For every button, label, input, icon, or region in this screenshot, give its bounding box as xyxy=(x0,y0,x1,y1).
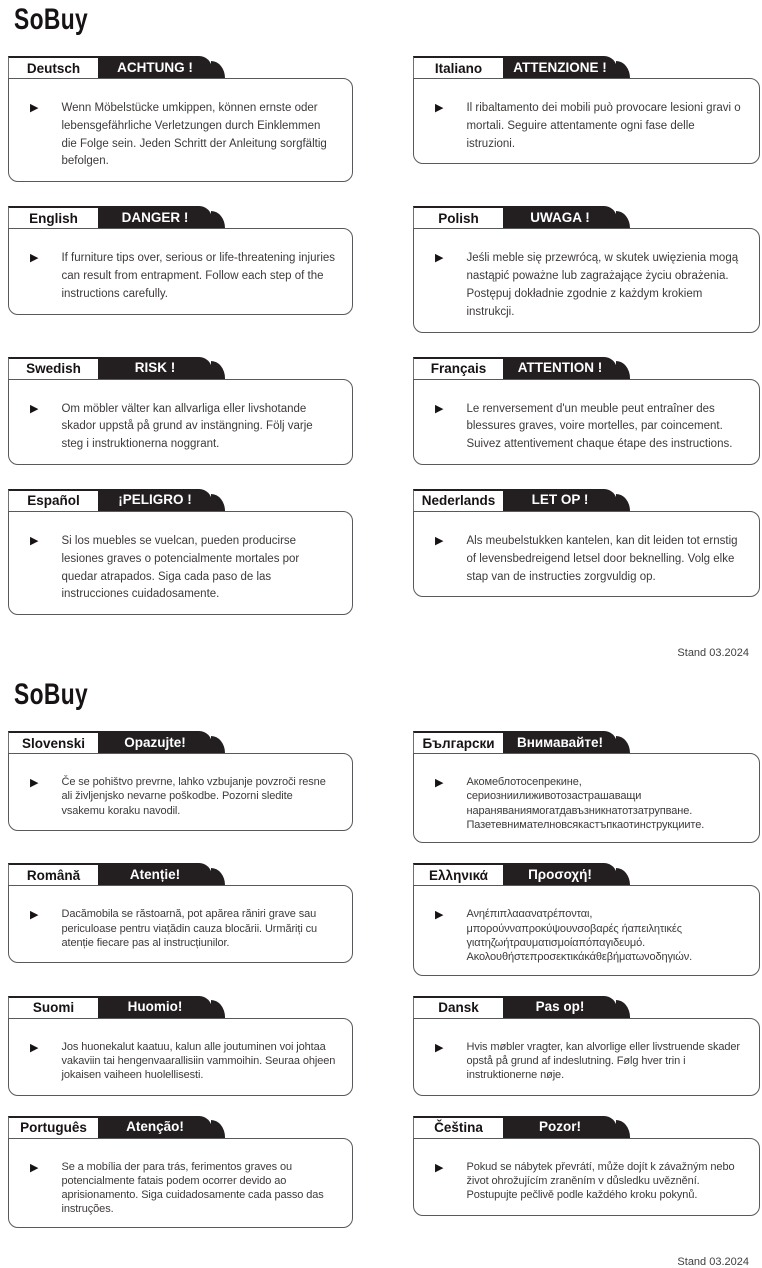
language-tab xyxy=(8,357,98,379)
card-body xyxy=(8,228,353,314)
warning-card-espanol xyxy=(8,489,353,615)
card-body xyxy=(8,885,353,963)
card-header xyxy=(413,357,760,379)
triangle-bullet-icon: ▶ xyxy=(435,402,444,415)
warning-card-italiano xyxy=(413,56,760,182)
language-label: English xyxy=(29,210,78,226)
card-body xyxy=(413,511,760,597)
language-label: Dansk xyxy=(438,1000,479,1016)
language-label: Português xyxy=(20,1120,87,1136)
language-label: Italiano xyxy=(434,60,483,76)
triangle-bullet-icon: ▶ xyxy=(30,1041,39,1054)
warning-card-polish xyxy=(413,206,760,332)
alert-tab xyxy=(98,1116,212,1138)
card-body xyxy=(8,379,353,465)
alert-tab xyxy=(98,206,212,228)
alert-label: Atenção! xyxy=(126,1119,184,1135)
alert-tab xyxy=(503,489,617,511)
alert-label: DANGER ! xyxy=(121,209,189,225)
card-body xyxy=(413,379,760,465)
warning-card-slovenski xyxy=(8,731,353,843)
warning-card-nederlands xyxy=(413,489,760,615)
warning-text: Ανηέπιπλααανατρέπονται, μπορούνναπροκύψουνσοβαρές ήαπειλητικές γιατηζωήτραυματισμοίαπόπαγιδευμό. Ακολουθήστεπροσεκτικάκάθεβήματωνοδηγιών. xyxy=(466,908,693,964)
language-label: Français xyxy=(430,361,487,376)
language-tab xyxy=(413,1116,503,1138)
card-body xyxy=(8,1018,353,1096)
card-header xyxy=(413,996,760,1018)
language-tab xyxy=(8,863,98,885)
triangle-bullet-icon: ▶ xyxy=(30,402,39,415)
language-label: Suomi xyxy=(32,1000,75,1016)
alert-label: ¡PELIGRO ! xyxy=(118,492,192,508)
warnings-grid-page2 xyxy=(8,731,762,1248)
card-body xyxy=(413,1018,760,1096)
warning-text: Wenn Möbelstücke umkippen, können ernste oder lebensgefährliche Verletzungen durch Einklemmen die Folge sein. Jeden Schritt der Anleitung sorgfältig befolgen. xyxy=(61,102,327,168)
card-header xyxy=(413,731,760,753)
card-header xyxy=(8,731,353,753)
card-header xyxy=(413,489,760,511)
warning-text: Als meubelstukken kantelen, kan dit leiden tot ernstig of levensbedreigend letsel door beknelling. Volg elke stap van de instructies zorgvuldig op. xyxy=(466,534,738,583)
language-label: Română xyxy=(26,867,81,883)
card-header xyxy=(413,1116,760,1138)
warnings-grid-page1 xyxy=(8,56,762,639)
language-tab xyxy=(8,206,98,228)
alert-tab xyxy=(503,1116,617,1138)
card-header xyxy=(413,56,760,78)
warning-card-ellinika xyxy=(413,863,760,975)
alert-label: Внимавайте! xyxy=(516,734,604,750)
language-tab xyxy=(8,996,98,1018)
card-body xyxy=(413,753,760,843)
warning-card-cestina xyxy=(413,1116,760,1228)
warning-text: Dacămobila se răstoarnă, pot apărea răniri grave sau periculoase pentru viațădin cauza blocării. Urmăriți cu atenție fiecare pas al instrucțiunilor. xyxy=(61,908,318,949)
language-label: Български xyxy=(422,735,495,751)
triangle-bullet-icon: ▶ xyxy=(30,777,39,790)
alert-tab xyxy=(98,863,212,885)
alert-tab xyxy=(98,489,212,511)
card-header xyxy=(8,489,353,511)
language-tab xyxy=(413,731,503,753)
alert-tab xyxy=(503,357,617,379)
alert-tab xyxy=(98,357,212,379)
alert-tab xyxy=(503,56,617,78)
card-body xyxy=(413,228,760,332)
card-header xyxy=(8,357,353,379)
language-label: Deutsch xyxy=(26,60,81,76)
triangle-bullet-icon: ▶ xyxy=(435,909,444,922)
card-body xyxy=(413,1138,760,1216)
triangle-bullet-icon: ▶ xyxy=(30,534,39,547)
warning-text: Акомеблотосепрекине, сериозниилиживотозастрашаващи нараняваниямогатдавъзникнатотзатрупване. Пазетевнимателновсякастъпкаотинструкциите. xyxy=(466,776,705,832)
language-tab xyxy=(413,56,503,78)
alert-label: Προσοχή! xyxy=(528,866,592,882)
language-tab xyxy=(413,489,503,511)
triangle-bullet-icon: ▶ xyxy=(435,777,444,790)
alert-label: Opazujte! xyxy=(124,734,186,750)
alert-label: ATTENTION ! xyxy=(517,360,603,375)
triangle-bullet-icon: ▶ xyxy=(435,534,444,547)
alert-label: Pozor! xyxy=(539,1119,581,1135)
card-body xyxy=(413,78,760,164)
warning-text: Il ribaltamento dei mobili può provocare lesioni gravi o mortali. Seguire attentamente ogni fase delle istruzioni. xyxy=(466,102,741,150)
card-header xyxy=(8,1116,353,1138)
language-tab xyxy=(8,731,98,753)
language-tab xyxy=(8,489,98,511)
warning-card-english xyxy=(8,206,353,332)
card-header xyxy=(8,863,353,885)
page-2 xyxy=(0,675,762,1268)
triangle-bullet-icon: ▶ xyxy=(30,1161,39,1174)
warning-text: Om möbler välter kan allvarliga eller livshotande skador uppstå på grund av instängning. Följ varje steg i instruktionerna noggrant. xyxy=(61,402,313,451)
warning-card-suomi xyxy=(8,996,353,1096)
sobuy-logo: SoBuy xyxy=(14,3,89,36)
card-header xyxy=(8,996,353,1018)
alert-label: UWAGA ! xyxy=(530,209,590,225)
triangle-bullet-icon: ▶ xyxy=(435,252,444,265)
warning-text: Le renversement d'un meuble peut entraîner des blessures graves, voire mortelles, par coincement. Suivez attentivement chaque étape des instructions. xyxy=(466,402,733,451)
triangle-bullet-icon: ▶ xyxy=(30,252,39,265)
warning-card-portugues xyxy=(8,1116,353,1228)
language-label: Swedish xyxy=(26,361,81,376)
alert-tab xyxy=(503,996,617,1018)
alert-label: Huomio! xyxy=(127,999,183,1015)
warning-card-deutsch xyxy=(8,56,353,182)
language-label: Ελληνικά xyxy=(429,867,488,883)
version-stamp: Stand 03.2024 xyxy=(677,1255,749,1268)
language-tab xyxy=(413,357,503,379)
card-header xyxy=(413,863,760,885)
card-body xyxy=(8,1138,353,1228)
warning-card-swedish xyxy=(8,357,353,465)
warning-text: Jos huonekalut kaatuu, kalun alle joutuminen voi johtaa vakaviin tai hengenvaarallisiin vammoihin. Seuraa ohjeen jokaisen vaiheen huolellisesti. xyxy=(61,1040,336,1082)
alert-tab xyxy=(98,56,212,78)
triangle-bullet-icon: ▶ xyxy=(435,102,444,114)
triangle-bullet-icon: ▶ xyxy=(30,102,39,114)
alert-tab xyxy=(503,206,617,228)
triangle-bullet-icon: ▶ xyxy=(435,1041,444,1054)
warning-card-romana xyxy=(8,863,353,975)
triangle-bullet-icon: ▶ xyxy=(435,1161,444,1174)
warning-text: If furniture tips over, serious or life-threatening injuries can result from entrapment. Follow each step of the instructions carefully. xyxy=(61,252,336,300)
language-tab xyxy=(413,206,503,228)
card-body xyxy=(413,885,760,975)
language-tab xyxy=(413,996,503,1018)
alert-tab xyxy=(98,996,212,1018)
card-body xyxy=(8,78,353,182)
version-stamp: Stand 03.2024 xyxy=(677,647,749,660)
card-header xyxy=(8,56,353,78)
language-tab xyxy=(413,863,503,885)
card-header xyxy=(413,206,760,228)
language-label: Slovenski xyxy=(21,735,86,751)
language-label: Español xyxy=(27,493,80,509)
card-body xyxy=(8,511,353,615)
language-label: Čeština xyxy=(434,1120,483,1136)
alert-label: ATTENZIONE ! xyxy=(513,59,607,75)
alert-tab xyxy=(503,863,617,885)
warning-text: Si los muebles se vuelcan, pueden producirse lesiones graves o potencialmente mortales por quedar atrapados. Siga cada paso de las instrucciones cuidadosamente. xyxy=(61,534,300,601)
warning-card-bulgarski xyxy=(413,731,760,843)
warning-text: Če se pohištvo prevrne, lahko vzbujanje povzroči resne ali življenjsko nevarne poškodbe. Pozorni sledite vsakemu koraku navodil. xyxy=(61,776,326,817)
warning-text: Jeśli meble się przewrócą, w skutek uwięzienia mogą nastąpić poważne lub zagrażające życiu obrażenia. Postępuj dokładnie zgodnie z każdym krokiem instrukcji. xyxy=(466,252,739,318)
sobuy-logo: SoBuy xyxy=(14,678,89,712)
warning-text: Se a mobília der para trás, ferimentos graves ou potencialmente fatais podem ocorrer devido ao aprisionamento. Siga cuidadosamente cada passo das instruções. xyxy=(61,1160,324,1216)
alert-tab xyxy=(98,731,212,753)
language-label: Polish xyxy=(438,210,479,226)
alert-label: ACHTUNG ! xyxy=(117,59,193,75)
card-body xyxy=(8,753,353,831)
alert-label: LET OP ! xyxy=(531,492,589,508)
card-header xyxy=(8,206,353,228)
warning-card-dansk xyxy=(413,996,760,1096)
alert-label: RISK ! xyxy=(134,360,176,375)
alert-tab xyxy=(503,731,617,753)
warning-text: Hvis møbler vragter, kan alvorlige eller livstruende skader opstå på grund af indeslutning. Følg hver trin i instruktionerne nøje. xyxy=(466,1040,740,1082)
alert-label: Atenție! xyxy=(129,866,181,882)
language-tab xyxy=(8,1116,98,1138)
warning-text: Pokud se nábytek převrátí, může dojít k závažným nebo život ohrožujícím zraněním v důsledku uvěznění. Postupujte pečlivě podle každého kroku pokynů. xyxy=(466,1160,735,1202)
alert-label: Pas op! xyxy=(535,999,585,1015)
language-label: Nederlands xyxy=(421,493,496,509)
language-tab xyxy=(8,56,98,78)
warning-card-francais xyxy=(413,357,760,465)
triangle-bullet-icon: ▶ xyxy=(30,909,39,922)
